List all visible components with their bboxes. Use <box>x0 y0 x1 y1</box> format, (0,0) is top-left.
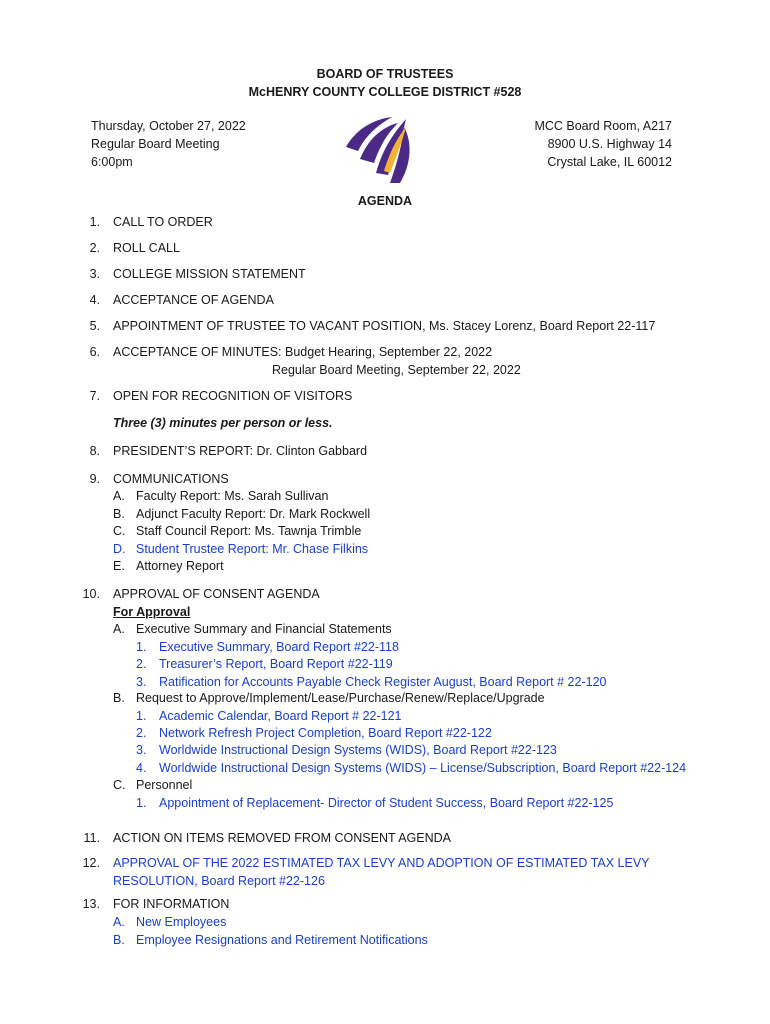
item-number: 6. <box>89 345 100 359</box>
agenda-title: AGENDA <box>357 194 413 208</box>
sub-letter: A. <box>113 622 125 636</box>
sub-letter: B. <box>113 507 125 521</box>
district-title: McHENRY COUNTY COLLEGE DISTRICT #528 <box>248 85 522 99</box>
tax-levy-link[interactable]: APPROVAL OF THE 2022 ESTIMATED TAX LEVY AND ADOPTION OF ESTIMATED TAX LEVY <box>113 856 650 870</box>
item-number: 2. <box>89 241 100 255</box>
board-report-link[interactable]: Worldwide Instructional Design Systems (WIDS), Board Report #22-123 <box>159 743 557 757</box>
item-text: ACTION ON ITEMS REMOVED FROM CONSENT AGENDA <box>113 831 451 845</box>
item-text: ACCEPTANCE OF MINUTES: Budget Hearing, September 22, 2022 <box>113 345 493 359</box>
tax-levy-link-continued[interactable]: RESOLUTION, Board Report #22-126 <box>113 874 325 888</box>
meeting-date: Thursday, October 27, 2022 <box>91 119 246 133</box>
item-text: OPEN FOR RECOGNITION OF VISITORS <box>113 389 353 403</box>
item-number: 12. <box>82 856 100 870</box>
sub-number: 2. <box>136 657 147 671</box>
sub-item-text: Staff Council Report: Ms. Tawnja Trimble <box>136 524 362 538</box>
sub-item-text: Adjunct Faculty Report: Dr. Mark Rockwell <box>136 507 371 521</box>
board-report-link[interactable]: Treasurer’s Report, Board Report #22-119 <box>159 657 393 671</box>
meeting-address: 8900 U.S. Highway 14 <box>547 137 672 151</box>
item-text: ROLL CALL <box>113 241 180 255</box>
sub-number: 1. <box>136 709 147 723</box>
item-number: 10. <box>82 587 100 601</box>
board-report-link[interactable]: Academic Calendar, Board Report # 22-121 <box>159 709 402 723</box>
sub-letter: B. <box>113 691 125 705</box>
sub-letter: A. <box>113 915 125 929</box>
student-trustee-report-link[interactable]: Student Trustee Report: Mr. Chase Filkins <box>136 542 369 556</box>
item-text: CALL TO ORDER <box>113 215 213 229</box>
item-text: ACCEPTANCE OF AGENDA <box>113 293 274 307</box>
for-approval-heading: For Approval <box>113 605 191 619</box>
item-number: 13. <box>82 897 100 911</box>
sub-letter: D. <box>113 542 126 556</box>
board-report-link[interactable]: Network Refresh Project Completion, Board Report #22-122 <box>159 726 492 740</box>
item-text-continued: Regular Board Meeting, September 22, 2022 <box>272 363 521 377</box>
sub-letter: B. <box>113 933 125 947</box>
sub-letter: A. <box>113 489 125 503</box>
visitor-time-note: Three (3) minutes per person or less. <box>113 416 333 430</box>
sub-item-text: Faculty Report: Ms. Sarah Sullivan <box>136 489 329 503</box>
item-number: 11. <box>83 831 100 845</box>
meeting-time: 6:00pm <box>91 155 133 169</box>
sub-letter: C. <box>113 778 126 792</box>
sub-item-text: Request to Approve/Implement/Lease/Purchase/Renew/Replace/Upgrade <box>136 691 545 705</box>
item-number: 4. <box>89 293 100 307</box>
sub-number: 2. <box>136 726 147 740</box>
item-number: 5. <box>89 319 100 333</box>
item-text: COLLEGE MISSION STATEMENT <box>113 267 306 281</box>
resignations-link[interactable]: Employee Resignations and Retirement Notifications <box>136 933 428 947</box>
item-number: 3. <box>89 267 100 281</box>
sub-number: 1. <box>136 640 147 654</box>
item-text: COMMUNICATIONS <box>113 472 229 486</box>
sub-letter: C. <box>113 524 126 538</box>
sub-number: 1. <box>136 796 147 810</box>
sub-item-text: Executive Summary and Financial Statements <box>136 622 392 636</box>
meeting-type: Regular Board Meeting <box>91 137 220 151</box>
sub-number: 3. <box>136 743 147 757</box>
sub-letter: E. <box>113 559 125 573</box>
item-text: FOR INFORMATION <box>113 897 230 911</box>
sub-item-text: Personnel <box>136 778 193 792</box>
board-title: BOARD OF TRUSTEES <box>316 67 454 81</box>
sub-number: 3. <box>136 675 147 689</box>
meeting-city: Crystal Lake, IL 60012 <box>547 155 672 169</box>
sub-item-text: Attorney Report <box>136 559 224 573</box>
item-text: PRESIDENT’S REPORT: Dr. Clinton Gabbard <box>113 444 368 458</box>
board-report-link[interactable]: Ratification for Accounts Payable Check Register August, Board Report # 22-120 <box>159 675 607 689</box>
item-text: APPOINTMENT OF TRUSTEE TO VACANT POSITION, Ms. Stacey Lorenz, Board Report 22-117 <box>113 319 656 333</box>
item-number: 8. <box>89 444 100 458</box>
board-report-link[interactable]: Worldwide Instructional Design Systems (WIDS) – License/Subscription, Board Report #22-124 <box>159 761 687 775</box>
item-text: APPROVAL OF CONSENT AGENDA <box>113 587 320 601</box>
board-report-link[interactable]: Appointment of Replacement- Director of Student Success, Board Report #22-125 <box>159 796 614 810</box>
meeting-room: MCC Board Room, A217 <box>534 119 672 133</box>
sub-number: 4. <box>136 761 147 775</box>
item-number: 7. <box>89 389 100 403</box>
board-report-link[interactable]: Executive Summary, Board Report #22-118 <box>159 640 399 654</box>
college-logo-icon <box>340 113 420 185</box>
item-number: 9. <box>89 472 100 486</box>
item-number: 1. <box>89 215 100 229</box>
new-employees-link[interactable]: New Employees <box>136 915 227 929</box>
